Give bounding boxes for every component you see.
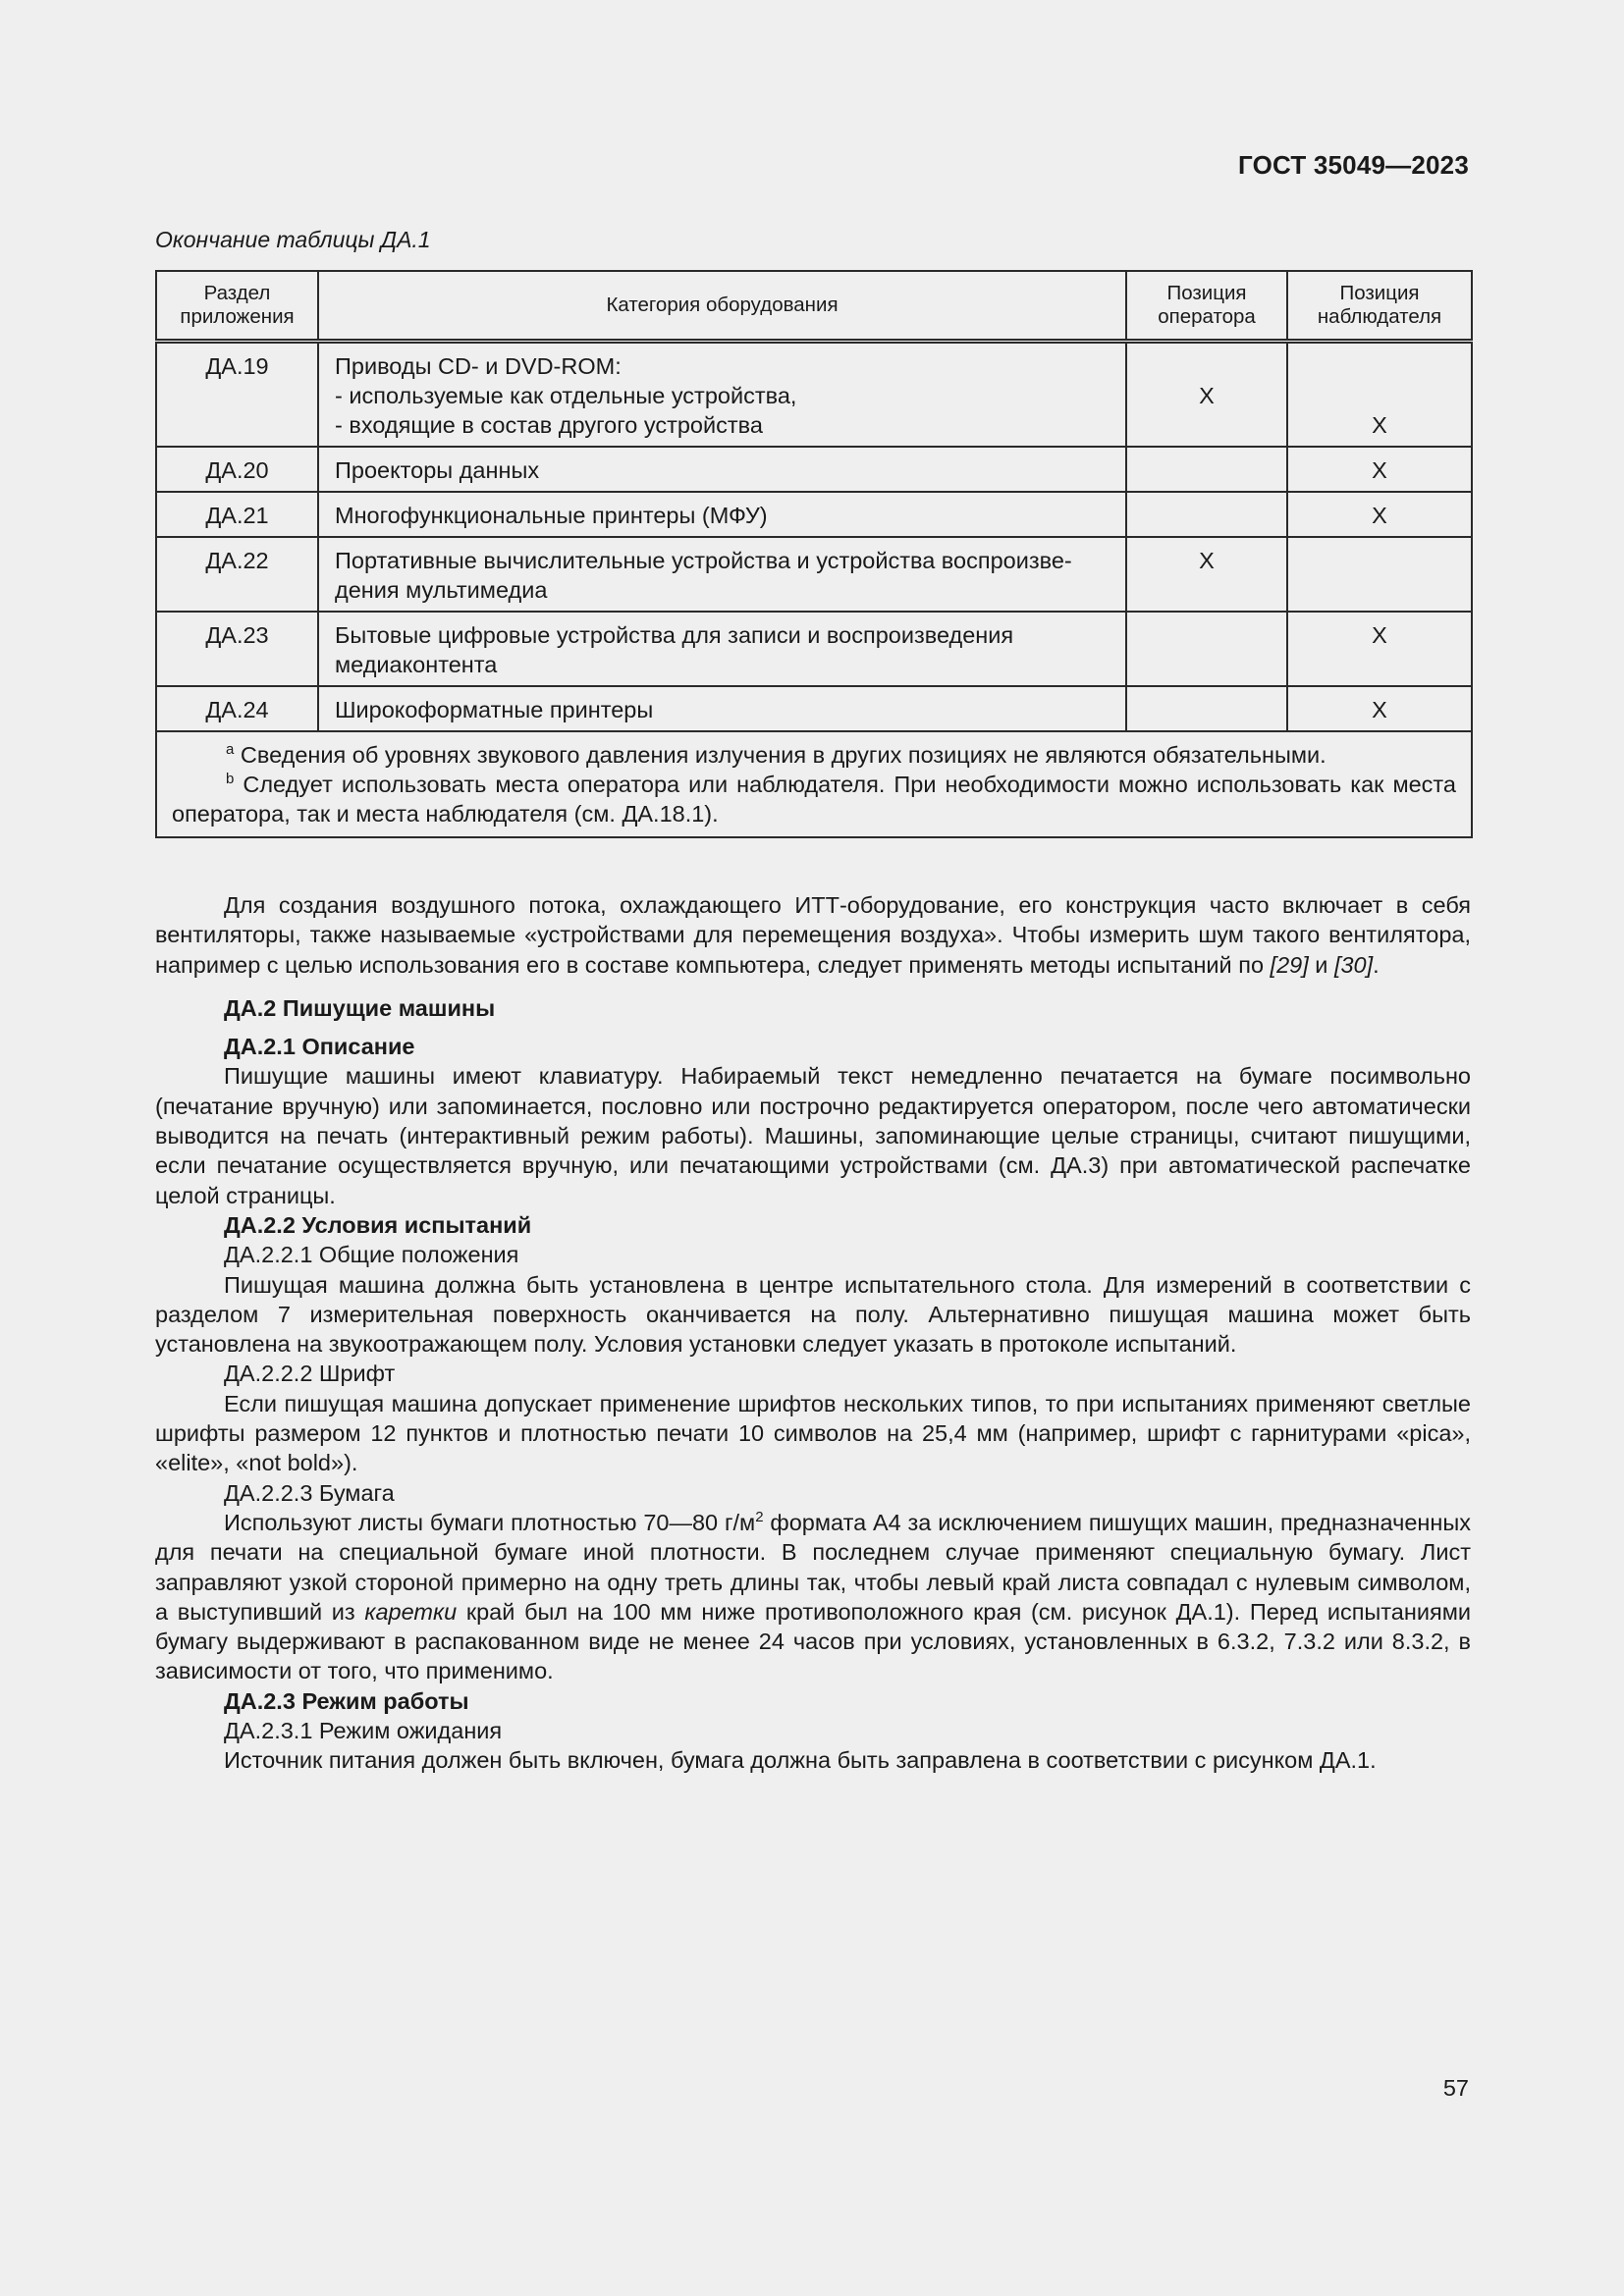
cell-category: [318, 686, 1126, 731]
cell-observer: [1287, 342, 1472, 448]
cell-category-line: Широкоформатные принтеры: [335, 697, 654, 722]
heading-da21: ДА.2.1 Описание: [224, 1034, 415, 1060]
body-text: [155, 890, 1471, 1776]
cell-observer: [1287, 612, 1472, 686]
standard-designation: ГОСТ 35049—2023: [1238, 150, 1469, 180]
cell-category: [318, 537, 1126, 612]
paper-text-b: формата А4 за исключением пишущих машин, предназначенных для печати на специальной бумаге иной плотности. В последнем случае применяют специальную бумагу. Лист заправляют узкой стороной примерно на одну треть длины так, чтобы левый край листа совпадал с нулевым символом, а выступивший из: [155, 1509, 1471, 1625]
cell-category: [318, 492, 1126, 537]
cell-operator-line: [1131, 455, 1282, 485]
table-row: [156, 537, 1472, 612]
table-row: [156, 342, 1472, 448]
col-header-observer: Позиция наблюдателя: [1287, 271, 1472, 342]
heading-da23: ДА.2.3 Режим работы: [224, 1687, 469, 1714]
cell-observer-line: [1292, 546, 1467, 575]
cell-operator-line: [1131, 351, 1282, 381]
table-notes: [156, 731, 1472, 837]
cell-observer-line: [1292, 351, 1467, 381]
heading-da22: ДА.2.2 Условия испытаний: [224, 1211, 532, 1238]
cell-category: [318, 447, 1126, 492]
paragraph-da21: Пишущие машины имеют клавиатуру. Набираемый текст немедленно печатается на бумаге посимвольно (печатание вручную) или запоминается, пословно или построчно редактируется оператором, после чего автоматически выводится на печать (интерактивный режим работы). Машины, запоминающие целые страницы, считают пишущими, если печатание осуществляется вручную, или печатающими устройствами (см. ДА.3) при автоматической распечатке целой страницы.: [155, 1063, 1471, 1208]
note-a: [172, 740, 1456, 770]
page-number: 57: [1442, 2075, 1469, 2101]
paper-sup: 2: [755, 1508, 764, 1525]
intro-text: Для создания воздушного потока, охлаждающего ИТТ-оборудование, его конструкция часто включает в себя вентиляторы, также называемые «устройствами для перемещения воздуха». Чтобы измерить шум такого вентилятора, например с целью использования его в составе компьютера, следует применять методы испытаний по: [155, 892, 1471, 978]
paragraph-da222: Если пишущая машина допускает применение шрифтов нескольких типов, то при испытаниях применяют светлые шрифты размером 12 пунктов и плотностью печати 10 символов на 25,4 мм (например, шрифт с гарнитурами «pica», «elite», «not bold»).: [155, 1390, 1471, 1476]
cell-operator: [1126, 492, 1287, 537]
cell-operator: [1126, 537, 1287, 612]
heading-da231: ДА.2.3.1 Режим ожидания: [224, 1718, 503, 1744]
cell-observer-line: X: [1372, 697, 1387, 722]
heading-da223: ДА.2.2.3 Бумага: [224, 1479, 395, 1506]
paragraph-da231: Источник питания должен быть включен, бумага должна быть заправлена в соответствии с рисунком ДА.1.: [224, 1747, 1377, 1774]
cell-operator: [1126, 612, 1287, 686]
ref-30: [30]: [1333, 951, 1374, 978]
col-header-operator: Позиция оператора: [1126, 271, 1287, 342]
cell-category-line: Портативные вычислительные устройства и устройства воспроизве-: [335, 548, 1072, 573]
table-header-row: [156, 271, 1472, 342]
cell-observer: [1287, 686, 1472, 731]
table-row: [156, 686, 1472, 731]
cell-section: ДА.24: [156, 686, 318, 731]
cell-category: [318, 612, 1126, 686]
table-notes-row: [156, 731, 1472, 837]
cell-section: ДА.22: [156, 537, 318, 612]
cell-observer-line: X: [1372, 622, 1387, 648]
equipment-table: [155, 270, 1473, 838]
cell-section: ДА.21: [156, 492, 318, 537]
cell-category-line: Многофункциональные принтеры (МФУ): [335, 503, 768, 528]
cell-category-line: Приводы CD- и DVD-ROM:: [335, 353, 622, 379]
cell-category-line: - используемые как отдельные устройства,: [335, 383, 797, 408]
heading-da2: ДА.2 Пишущие машины: [224, 994, 496, 1021]
cell-observer-line: X: [1372, 503, 1387, 528]
intro-end: .: [1373, 951, 1380, 978]
cell-category-line: Бытовые цифровые устройства для записи и воспроизведения: [335, 622, 1014, 648]
table-row: [156, 612, 1472, 686]
cell-category-line: медиаконтента: [335, 652, 498, 677]
table-row: [156, 492, 1472, 537]
cell-category-line: дения мультимедиа: [335, 577, 548, 603]
note-b: [172, 770, 1456, 828]
cell-observer: [1287, 447, 1472, 492]
table-caption: Окончание таблицы ДА.1: [155, 227, 431, 252]
note-a-text: Сведения об уровнях звукового давления излучения в других позициях не являются обязательными.: [240, 742, 1326, 768]
cell-operator-line: [1131, 695, 1282, 724]
cell-observer: [1287, 492, 1472, 537]
note-b-mark: b: [226, 771, 235, 787]
cell-operator-line: [1131, 501, 1282, 530]
cell-observer-line: X: [1372, 412, 1387, 438]
cell-operator: [1126, 342, 1287, 448]
cell-operator-line: X: [1199, 383, 1215, 408]
heading-da222: ДА.2.2.2 Шрифт: [224, 1361, 396, 1387]
cell-section: ДА.23: [156, 612, 318, 686]
col-header-section: Раздел приложения: [156, 271, 318, 342]
paper-text-c: край был на 100 мм ниже противоположного края (см. рисунок ДА.1). Перед испытаниями бумагу выдерживают в распакованном виде не менее 24 часов при условиях, установленных в 6.3.2, 7.3.2 или 8.3.2, в зависимости от того, что применимо.: [155, 1598, 1471, 1684]
cell-operator-line: [1131, 620, 1282, 650]
paper-text-a: Используют листы бумаги плотностью 70—80 г/м: [224, 1509, 756, 1535]
cell-operator-line: [1131, 410, 1282, 440]
cell-category: [318, 342, 1126, 448]
cell-section: ДА.20: [156, 447, 318, 492]
paragraph-da223: [155, 1508, 1471, 1686]
heading-da221: ДА.2.2.1 Общие положения: [224, 1242, 519, 1268]
intro-and: и: [1308, 951, 1334, 978]
cell-category-line: - входящие в состав другого устройства: [335, 412, 763, 438]
cell-category-line: Проекторы данных: [335, 457, 540, 483]
note-a-mark: a: [226, 741, 235, 758]
cell-observer: [1287, 537, 1472, 612]
paragraph-da221: Пишущая машина должна быть установлена в центре испытательного стола. Для измерений в соответствии с разделом 7 измерительная поверхность оканчивается на полу. Альтернативно пишущая машина может быть установлена на звукоотражающем полу. Условия установки следует указать в протоколе испытаний.: [155, 1271, 1471, 1358]
table-row: [156, 447, 1472, 492]
cell-section: ДА.19: [156, 342, 318, 448]
cell-operator-line: X: [1199, 548, 1215, 573]
ref-29: [29]: [1270, 951, 1309, 978]
note-b-text: Следует использовать места оператора или наблюдателя. При необходимости можно использовать как места оператора, так и места наблюдателя (см. ДА.18.1).: [172, 772, 1456, 827]
cell-operator: [1126, 686, 1287, 731]
cell-operator: [1126, 447, 1287, 492]
intro-paragraph: [155, 890, 1471, 980]
cell-observer-line: [1292, 381, 1467, 410]
paper-italic: каретки: [364, 1598, 458, 1625]
col-header-category: Категория оборудования: [318, 271, 1126, 342]
cell-observer-line: X: [1372, 457, 1387, 483]
